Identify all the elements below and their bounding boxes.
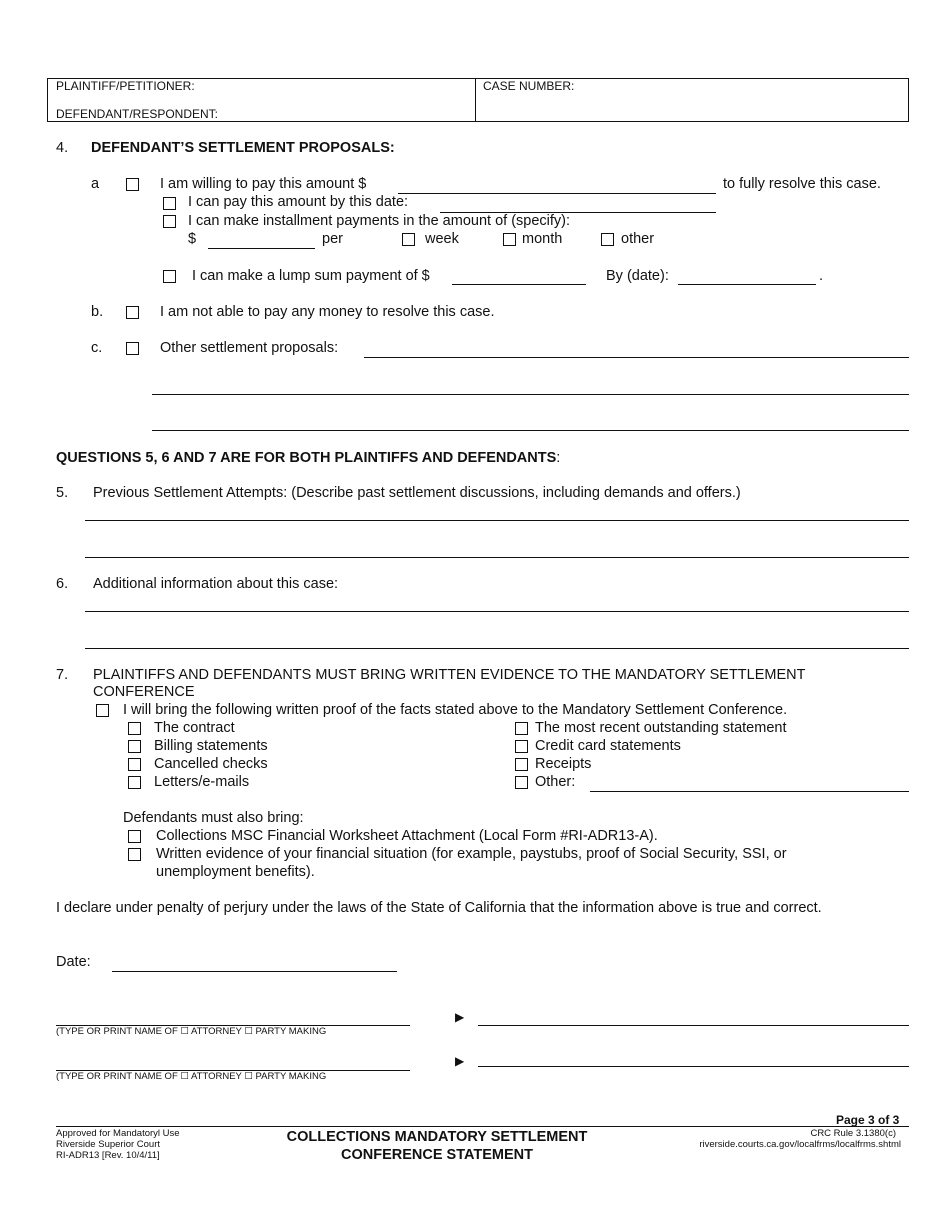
name-caption-2: (TYPE OR PRINT NAME OF ☐ ATTORNEY ☐ PARTY MAKING <box>56 1071 327 1082</box>
pay-by-date-checkbox[interactable] <box>163 197 176 210</box>
evidence-credit-card-checkbox[interactable] <box>515 740 528 753</box>
additional-info-field-1[interactable] <box>85 611 909 612</box>
evidence-recent-statement-checkbox[interactable] <box>515 722 528 735</box>
footer-rule-ref: CRC Rule 3.1380(c) <box>810 1128 896 1139</box>
not-able-to-pay-text: I am not able to pay any money to resolve this case. <box>160 304 495 320</box>
willing-amount-field[interactable] <box>398 193 716 194</box>
not-able-to-pay-checkbox[interactable] <box>126 306 139 319</box>
evidence-contract-checkbox[interactable] <box>128 722 141 735</box>
section7-number: 7. <box>56 667 69 683</box>
lump-sum-date-field[interactable] <box>678 284 816 285</box>
evidence-cancelled-checks-label: Cancelled checks <box>154 756 268 772</box>
section4-title: DEFENDANT’S SETTLEMENT PROPOSALS: <box>91 140 395 156</box>
evidence-cancelled-checks-checkbox[interactable] <box>128 758 141 771</box>
other-proposals-checkbox[interactable] <box>126 342 139 355</box>
financial-evidence-text-1: Written evidence of your financial situation (for example, paystubs, proof of Social Security, SSI, or <box>156 846 787 862</box>
financial-worksheet-text: Collections MSC Financial Worksheet Attachment (Local Form #RI-ADR13-A). <box>156 828 658 844</box>
signature-arrow-icon-2: ▶ <box>455 1054 465 1068</box>
section7-line2: CONFERENCE <box>93 684 195 700</box>
other-proposals-field-2[interactable] <box>152 394 909 395</box>
date-field[interactable] <box>112 971 397 972</box>
willing-to-pay-checkbox[interactable] <box>126 178 139 191</box>
will-bring-checkbox[interactable] <box>96 704 109 717</box>
installment-checkbox[interactable] <box>163 215 176 228</box>
evidence-billing-checkbox[interactable] <box>128 740 141 753</box>
perjury-declaration: I declare under penalty of perjury under the laws of the State of California that the information above is true and correct. <box>56 900 822 916</box>
financial-evidence-text-2: unemployment benefits). <box>156 864 315 880</box>
evidence-letters-checkbox[interactable] <box>128 776 141 789</box>
caption-divider <box>475 79 476 121</box>
both-parties-heading-colon: : <box>556 450 561 466</box>
section4b-letter: b. <box>91 304 104 320</box>
signature-field-2[interactable] <box>478 1066 909 1067</box>
installment-per: per <box>322 231 343 247</box>
other-proposals-field-3[interactable] <box>152 430 909 431</box>
other-proposals-field-1[interactable] <box>364 357 909 358</box>
other-proposals-text: Other settlement proposals: <box>160 340 339 356</box>
section6-text: Additional information about this case: <box>93 576 339 592</box>
financial-worksheet-checkbox[interactable] <box>128 830 141 843</box>
defendant-label: DEFENDANT/RESPONDENT: <box>56 107 219 121</box>
willing-to-pay-text: I am willing to pay this amount $ <box>160 176 367 192</box>
evidence-receipts-label: Receipts <box>535 756 592 772</box>
installment-dollar: $ <box>188 231 197 247</box>
evidence-recent-statement-label: The most recent outstanding statement <box>535 720 787 736</box>
section7-line1: PLAINTIFFS AND DEFENDANTS MUST BRING WRITTEN EVIDENCE TO THE MANDATORY SETTLEMENT <box>93 667 806 683</box>
date-label: Date: <box>56 954 91 970</box>
pay-by-date-text: I can pay this amount by this date: <box>188 194 409 210</box>
section4-number: 4. <box>56 140 69 156</box>
financial-evidence-checkbox[interactable] <box>128 848 141 861</box>
installment-amount-field[interactable] <box>208 248 315 249</box>
evidence-other-checkbox[interactable] <box>515 776 528 789</box>
will-bring-text: I will bring the following written proof of the facts stated above to the Mandatory Settlement Conference. <box>123 702 788 718</box>
footer-rule <box>56 1126 909 1127</box>
footer-website: riverside.courts.ca.gov/localfrms/localfrms.shtml <box>699 1139 901 1150</box>
case-number-label: CASE NUMBER: <box>483 79 575 93</box>
evidence-credit-card-label: Credit card statements <box>535 738 681 754</box>
evidence-receipts-checkbox[interactable] <box>515 758 528 771</box>
additional-info-field-2[interactable] <box>85 648 909 649</box>
evidence-letters-label: Letters/e-mails <box>154 774 250 790</box>
signature-arrow-icon-1: ▶ <box>455 1010 465 1024</box>
footer-court: Riverside Superior Court <box>56 1139 161 1150</box>
section5-number: 5. <box>56 485 69 501</box>
settlement-attempts-field-1[interactable] <box>85 520 909 521</box>
evidence-contract-label: The contract <box>154 720 235 736</box>
month-label: month <box>522 231 563 247</box>
both-parties-heading <box>56 450 560 466</box>
lump-sum-amount-field[interactable] <box>452 284 586 285</box>
evidence-other-field[interactable] <box>590 791 909 792</box>
week-label: week <box>425 231 459 247</box>
page-number: Page 3 of 3 <box>836 1113 900 1127</box>
evidence-other-label: Other: <box>535 774 576 790</box>
other-period-label: other <box>621 231 655 247</box>
both-parties-heading-text: QUESTIONS 5, 6 AND 7 ARE FOR BOTH PLAINTIFFS AND DEFENDANTS <box>56 450 557 466</box>
plaintiff-label: PLAINTIFF/PETITIONER: <box>56 79 195 93</box>
section5-text: Previous Settlement Attempts: (Describe past settlement discussions, including demands and offers.) <box>93 485 741 501</box>
defendants-must-bring-label: Defendants must also bring: <box>123 810 304 826</box>
settlement-attempts-field-2[interactable] <box>85 557 909 558</box>
footer-approved: Approved for Mandatoryl Use <box>56 1128 180 1139</box>
footer-title-1: COLLECTIONS MANDATORY SETTLEMENT <box>286 1129 588 1145</box>
fully-resolve-text: to fully resolve this case. <box>723 176 881 192</box>
week-checkbox[interactable] <box>402 233 415 246</box>
footer-form-id: RI-ADR13 [Rev. 10/4/11] <box>56 1150 160 1161</box>
lump-sum-checkbox[interactable] <box>163 270 176 283</box>
lump-sum-text: I can make a lump sum payment of $ <box>192 268 430 284</box>
signature-field-1[interactable] <box>478 1025 909 1026</box>
footer-title-2: CONFERENCE STATEMENT <box>341 1147 533 1163</box>
section6-number: 6. <box>56 576 69 592</box>
name-caption-1: (TYPE OR PRINT NAME OF ☐ ATTORNEY ☐ PARTY MAKING <box>56 1026 327 1037</box>
installment-text: I can make installment payments in the amount of (specify): <box>188 213 571 229</box>
other-period-checkbox[interactable] <box>601 233 614 246</box>
lump-sum-period: . <box>819 268 824 284</box>
section4a-letter: a <box>91 176 100 192</box>
section4c-letter: c. <box>91 340 103 356</box>
month-checkbox[interactable] <box>503 233 516 246</box>
by-date-text: By (date): <box>606 268 669 284</box>
evidence-billing-label: Billing statements <box>154 738 268 754</box>
